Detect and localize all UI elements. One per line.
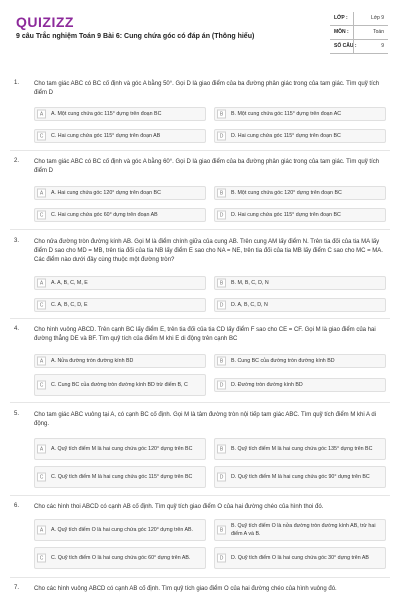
option-text: B. Một cung chứa góc 120° dựng trên đoạn BC: [231, 190, 342, 196]
option-letter: C: [37, 132, 46, 141]
option-c[interactable]: [34, 374, 206, 396]
option-c[interactable]: [34, 466, 206, 488]
option-text: C. Cung BC của đường tròn đường kính BD trừ điểm B, C: [51, 382, 188, 388]
divider: [10, 495, 390, 496]
question-text: Cho nửa đường tròn đường kính AB. Gọi M là điểm chính giữa của cung AB. Trên cung AM lấy điểm N. Trên tia đối của tia MA lấy điểm D sao cho MD = MB, trên tia đối của tia NB lấy điểm E sao cho NA = NE, trên tia đối của tia MB lấy điểm C sao cho MC = MA. Các điểm nào dưới đây cùng thuộc một đường tròn?: [34, 239, 383, 263]
quizizz-logo: QUIZIZZ: [16, 14, 74, 30]
question-number: 4.: [14, 326, 20, 332]
option-text: D. A, B, C, D, N: [231, 302, 268, 308]
option-b[interactable]: [214, 438, 386, 460]
document-title: 9 câu Trắc nghiệm Toán 9 Bài 6: Cung chứa góc có đáp án (Thông hiểu): [16, 33, 255, 40]
option-text: C. Quỹ tích điểm M là hai cung chứa góc 115° dựng trên BC: [51, 474, 193, 480]
divider: [10, 229, 390, 230]
option-d[interactable]: [214, 298, 386, 312]
question-number: 5.: [14, 411, 20, 417]
info-row-count: [330, 40, 388, 54]
option-text: A. Một cung chứa góc 115° dựng trên đoạn BC: [51, 111, 162, 117]
info-value: 9: [381, 43, 384, 49]
divider: [10, 577, 390, 578]
option-b[interactable]: [214, 107, 386, 121]
option-text: B. Một cung chứa góc 115° dựng trên đoạn AC: [231, 111, 342, 117]
info-box: [330, 12, 388, 56]
option-b[interactable]: [214, 276, 386, 290]
option-c[interactable]: [34, 129, 206, 143]
option-letter: C: [37, 211, 46, 220]
question-number: 2.: [14, 158, 20, 164]
question-text: Cho hình vuông ABCD. Trên cạnh BC lấy điểm E, trên tia đối của tia CD lấy điểm F sao cho CE = CF. Gọi M là giao điểm của hai đường thẳng DE và BF. Tìm quỹ tích của điểm M khi E di động trên cạnh BC: [34, 327, 376, 342]
option-a[interactable]: [34, 276, 206, 290]
option-a[interactable]: [34, 519, 206, 541]
info-label: MÔN :: [334, 29, 349, 35]
option-a[interactable]: [34, 186, 206, 200]
option-text: B. Quỹ tích điểm O là nửa đường tròn đường kính AB, trừ hai điểm A và B.: [231, 523, 376, 537]
option-text: C. Hai cung chứa góc 115° dựng trên đoạn AB: [51, 133, 161, 139]
option-text: B. Cung BC của đường tròn đường kính BD: [231, 358, 335, 364]
info-row-subject: [330, 26, 388, 40]
option-letter: B: [217, 526, 226, 535]
option-letter: D: [217, 301, 226, 310]
option-a[interactable]: [34, 354, 206, 368]
option-letter: D: [217, 211, 226, 220]
option-letter: C: [37, 473, 46, 482]
question-number: 7.: [14, 585, 20, 591]
option-letter: A: [37, 189, 46, 198]
option-letter: D: [217, 554, 226, 563]
option-text: D. Quỹ tích điểm O là hai cung chứa góc 30° dựng trên AB: [231, 555, 369, 561]
option-d[interactable]: [214, 129, 386, 143]
option-a[interactable]: [34, 438, 206, 460]
option-text: D. Đường tròn đường kính BD: [231, 382, 303, 388]
divider: [10, 150, 390, 151]
info-label: LỚP :: [334, 15, 348, 21]
option-letter: C: [37, 554, 46, 563]
option-text: C. Quỹ tích điểm O là hai cung chứa góc 60° dựng trên AB.: [51, 555, 191, 561]
option-letter: B: [217, 279, 226, 288]
option-letter: A: [37, 526, 46, 535]
option-d[interactable]: [214, 208, 386, 222]
question-text: Cho các hình vuông ABCD có cạnh AB cố định. Tìm quỹ tích giao điểm O của hai đường chéo của hình vuông đó.: [34, 586, 337, 592]
question-text: Cho tam giác ABC có BC cố định và góc A bằng 60°. Gọi D là giao điểm của ba đường phân giác trong của tam giác. Tìm quỹ tích điểm D: [34, 159, 380, 174]
option-letter: B: [217, 357, 226, 366]
header: [0, 0, 400, 60]
option-text: A. Quỹ tích điểm O là hai cung chứa góc 120° dựng trên AB.: [51, 527, 194, 533]
option-letter: A: [37, 110, 46, 119]
option-b[interactable]: [214, 186, 386, 200]
option-letter: A: [37, 445, 46, 454]
option-letter: C: [37, 381, 46, 390]
option-letter: D: [217, 381, 226, 390]
info-value: Lớp 9: [370, 15, 384, 21]
option-letter: D: [217, 132, 226, 141]
option-letter: A: [37, 279, 46, 288]
option-d[interactable]: [214, 378, 386, 392]
option-text: A. Quỹ tích điểm M là hai cung chứa góc 120° dựng trên BC: [51, 446, 193, 452]
option-letter: C: [37, 301, 46, 310]
option-b[interactable]: [214, 354, 386, 368]
option-text: D. Quỹ tích điểm M là hai cung chứa góc 90° dựng trên BC: [231, 474, 370, 480]
option-text: A. Nửa đường tròn đường kính BD: [51, 358, 134, 364]
option-letter: D: [217, 473, 226, 482]
divider: [10, 318, 390, 319]
option-a[interactable]: [34, 107, 206, 121]
option-c[interactable]: [34, 298, 206, 312]
option-c[interactable]: [34, 208, 206, 222]
info-row-class: [330, 12, 388, 26]
info-value: Toán: [373, 29, 384, 35]
info-label: SỐ CÂU :: [334, 43, 357, 49]
option-c[interactable]: [34, 547, 206, 569]
option-letter: B: [217, 110, 226, 119]
divider: [10, 402, 390, 403]
option-text: D. Hai cung chứa góc 115° dựng trên đoạn BC: [231, 133, 341, 139]
option-text: B. Quỹ tích điểm M là hai cung chứa góc 135° dựng trên BC: [231, 446, 373, 452]
question-number: 6.: [14, 503, 20, 509]
option-text: D. Hai cung chứa góc 115° dựng trên đoạn BC: [231, 212, 341, 218]
question-number: 1.: [14, 80, 20, 86]
question-number: 3.: [14, 238, 20, 244]
option-text: C. A, B, C, D, E: [51, 302, 88, 308]
option-b[interactable]: [214, 519, 386, 541]
option-text: A. Hai cung chứa góc 120° dựng trên đoạn BC: [51, 190, 161, 196]
option-letter: B: [217, 189, 226, 198]
option-letter: B: [217, 445, 226, 454]
question-text: Cho tam giác ABC vuông tại A, có cạnh BC cố định. Gọi M là tâm đường tròn nội tiếp tam giác ABC. Tìm quỹ tích điểm M khi A di động.: [34, 412, 377, 427]
option-d[interactable]: [214, 466, 386, 488]
question-text: Cho các hình thoi ABCD có cạnh AB cố định. Tìm quỹ tích giao điểm O của hai đường chéo của hình thoi đó.: [34, 504, 324, 510]
option-text: C. Hai cung chứa góc 60° dựng trên đoạn AB: [51, 212, 158, 218]
option-text: B. M, B, C, D, N: [231, 280, 269, 286]
option-d[interactable]: [214, 547, 386, 569]
option-text: A. A, B, C, M, E: [51, 280, 88, 286]
option-letter: A: [37, 357, 46, 366]
info-divider: [353, 12, 354, 54]
question-text: Cho tam giác ABC có BC cố định và góc A bằng 50°. Gọi D là giao điểm của ba đường phân giác trong của tam giác. Tìm quỹ tích điểm D: [34, 81, 380, 96]
